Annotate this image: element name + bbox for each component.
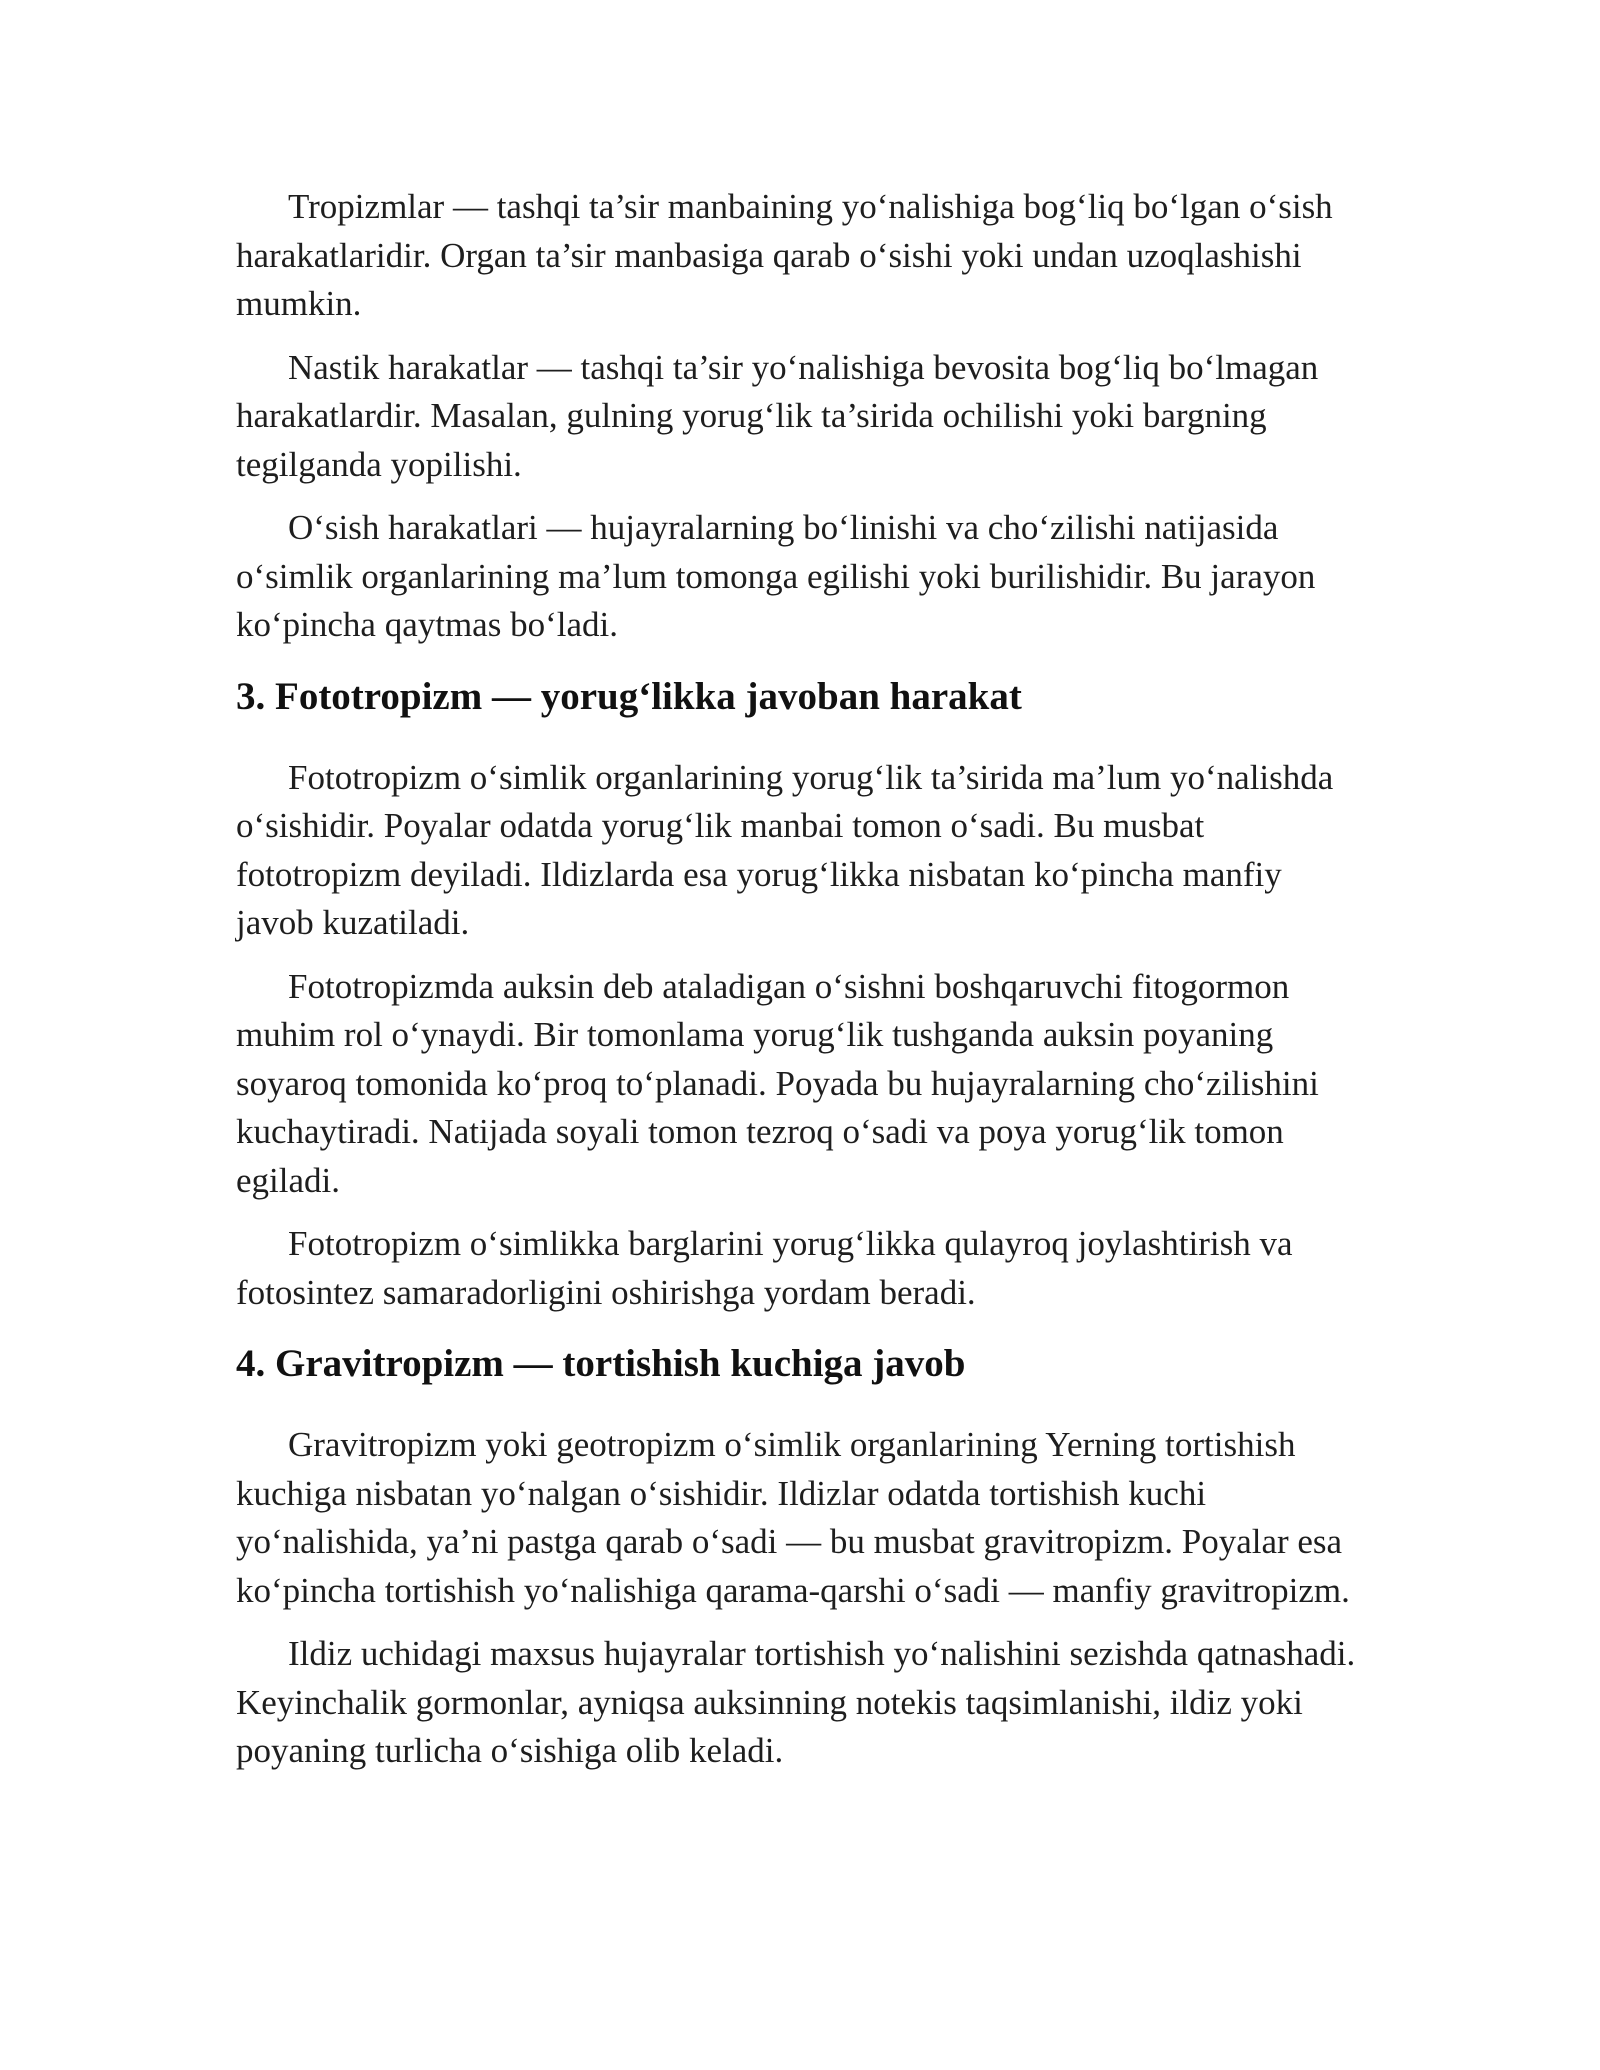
- paragraph-fototropizm-auksin: Fototropizmda auksin deb ataladigan o‘sishni boshqaruvchi fitogormon muhim rol o‘ynaydi. Bir tomonlama yorug‘lik tushganda auksin poyaning soyaroq tomonida ko‘proq to‘planadi. Poyada bu hujayralarning cho‘zilishini kuchaytiradi. Natijada soyali tomon tezroq o‘sadi va poya yorug‘lik tomon egiladi.: [236, 966, 1319, 1200]
- section-heading-fototropizm: 3. Fototropizm — yorug‘likka javoban harakat: [236, 674, 1022, 718]
- paragraph-gravitropizm-mechanism: Ildiz uchidagi maxsus hujayralar tortishish yo‘nalishini sezishda qatnashadi. Keyinchalik gormonlar, ayniqsa auksinning notekis taqsimlanishi, ildiz yoki poyaning turlicha o‘sishiga olib keladi.: [236, 1634, 1356, 1770]
- paragraph-fototropizm-definition: Fototropizm o‘simlik organlarining yorug‘lik ta’sirida ma’lum yo‘nalishda o‘sishidir. Poyalar odatda yorug‘lik manbai tomon o‘sadi. Bu musbat fototropizm deyiladi. Ildizlarda esa yorug‘likka nisbatan ko‘pincha manfiy javob kuzatiladi.: [236, 757, 1334, 942]
- paragraph-nastik-harakatlar: Nastik harakatlar — tashqi ta’sir yo‘nalishiga bevosita bog‘liq bo‘lmagan harakatlardir. Masalan, gulning yorug‘lik ta’sirida ochilishi yoki bargning tegilganda yopilishi.: [236, 347, 1319, 484]
- paragraph-gravitropizm-definition: Gravitropizm yoki geotropizm o‘simlik organlarining Yerning tortishish kuchiga nisbatan yo‘nalgan o‘sishidir. Ildizlar odatda tortishish kuchi yo‘nalishida, ya’ni pastga qarab o‘sadi — bu musbat gravitropizm. Poyalar esa ko‘pincha tortishish yo‘nalishiga qarama-qarshi o‘sadi — manfiy gravitropizm.: [236, 1425, 1350, 1610]
- paragraph-fototropizm-benefit: Fototropizm o‘simlikka barglarini yorug‘likka qulayroq joylashtirish va fotosintez samaradorligini oshirishga yordam beradi.: [236, 1224, 1293, 1312]
- section-heading-gravitropizm: 4. Gravitropizm — tortishish kuchiga javob: [236, 1342, 966, 1385]
- paragraph-tropizmlar: Tropizmlar — tashqi ta’sir manbaining yo‘nalishiga bog‘liq bo‘lgan o‘sish harakatlaridir. Organ ta’sir manbasiga qarab o‘sishi yoki undan uzoqlashishi mumkin.: [236, 187, 1333, 323]
- paragraph-osish-harakatlari: O‘sish harakatlari — hujayralarning bo‘linishi va cho‘zilishi natijasida o‘simlik organlarining ma’lum tomonga egilishi yoki burilishidir. Bu jarayon ko‘pincha qaytmas bo‘ladi.: [236, 508, 1316, 644]
